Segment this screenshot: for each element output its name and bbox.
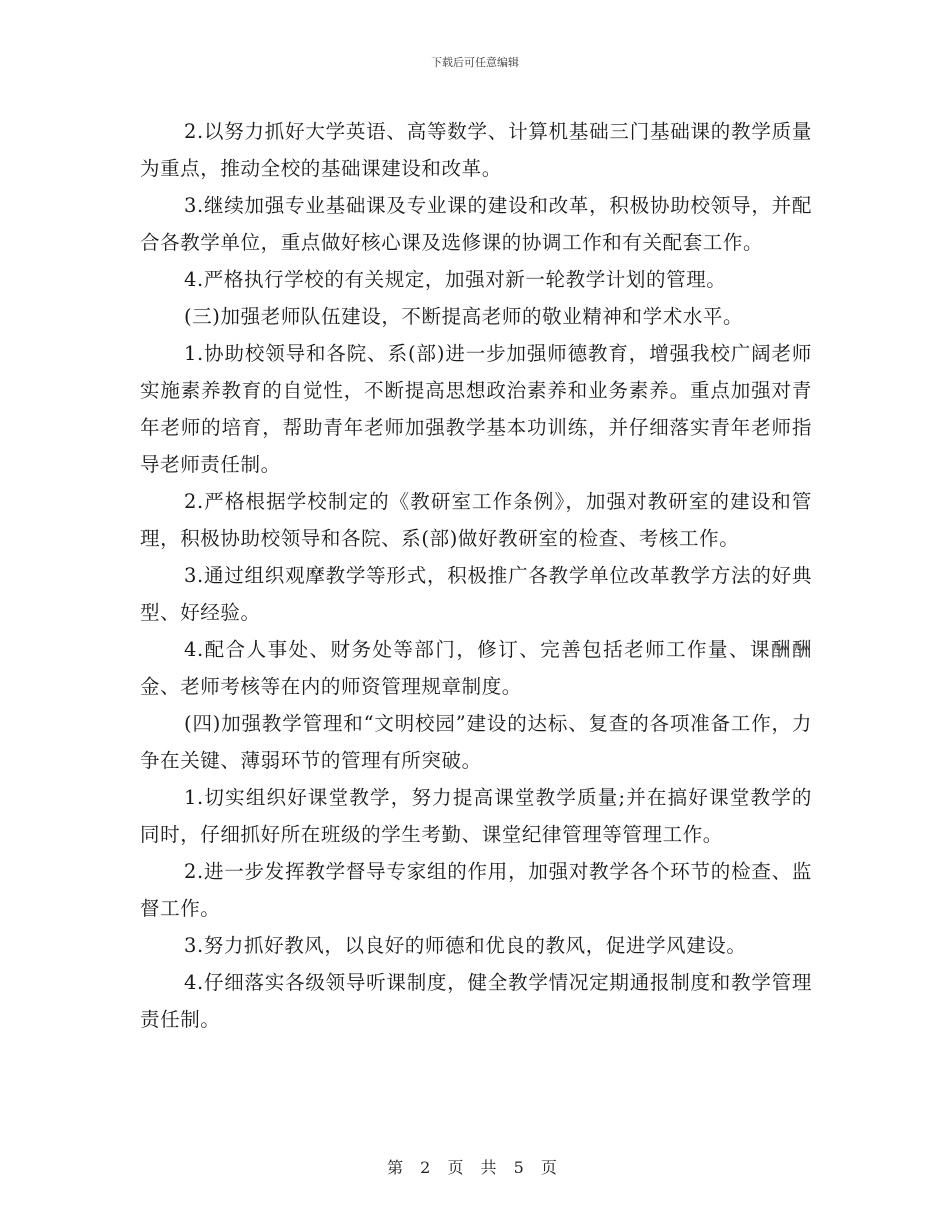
- paragraph: 2.以努力抓好大学英语、高等数学、计算机基础三门基础课的教学质量为重点，推动全校的基础课建设和改革。: [140, 120, 812, 180]
- page-header: 下载后可任意编辑: [431, 56, 519, 69]
- paragraph: 4.配合人事处、财务处等部门，修订、完善包括老师工作量、课酬酬金、老师考核等在内的师资管理规章制度。: [140, 638, 812, 698]
- paragraph: 1.协助校领导和各院、系(部)进一步加强师德教育，增强我校广阔老师实施素养教育的自觉性，不断提高思想政治素养和业务素养。重点加强对青年老师的培育，帮助青年老师加强教学基本功训练，并仔细落实青年老师指导老师责任制。: [140, 342, 812, 476]
- paragraph: 3.努力抓好教风，以良好的师德和优良的教风，促进学风建设。: [184, 934, 747, 957]
- paragraph: 1.切实组织好课堂教学，努力提高课堂教学质量;并在搞好课堂教学的同时，仔细抓好所在班级的学生考勤、课堂纪律管理等管理工作。: [140, 786, 812, 846]
- paragraph: 4.严格执行学校的有关规定，加强对新一轮教学计划的管理。: [184, 268, 727, 291]
- paragraph: 3.继续加强专业基础课及专业课的建设和改革，积极协助校领导，并配合各教学单位，重点做好核心课及选修课的协调工作和有关配套工作。: [140, 194, 812, 254]
- paragraph: 4.仔细落实各级领导听课制度，健全教学情况定期通报制度和教学管理责任制。: [140, 971, 812, 1031]
- section-heading: (三)加强老师队伍建设，不断提高老师的敬业精神和学术水平。: [184, 305, 744, 328]
- paragraph: 2.严格根据学校制定的《教研室工作条例》，加强对教研室的建设和管理，积极协助校领导和各院、系(部)做好教研室的检查、考核工作。: [140, 490, 812, 550]
- paragraph: 3.通过组织观摩教学等形式，积极推广各教学单位改革教学方法的好典型、好经验。: [140, 564, 812, 624]
- section-heading: (四)加强教学管理和“文明校园”建设的达标、复查的各项准备工作，力争在关键、薄弱环节的管理有所突破。: [140, 712, 812, 772]
- page-number: 第 2 页 共 5 页: [387, 1158, 563, 1177]
- paragraph: 2.进一步发挥教学督导专家组的作用，加强对教学各个环节的检查、监督工作。: [140, 860, 812, 920]
- document-body: [140, 113, 812, 1038]
